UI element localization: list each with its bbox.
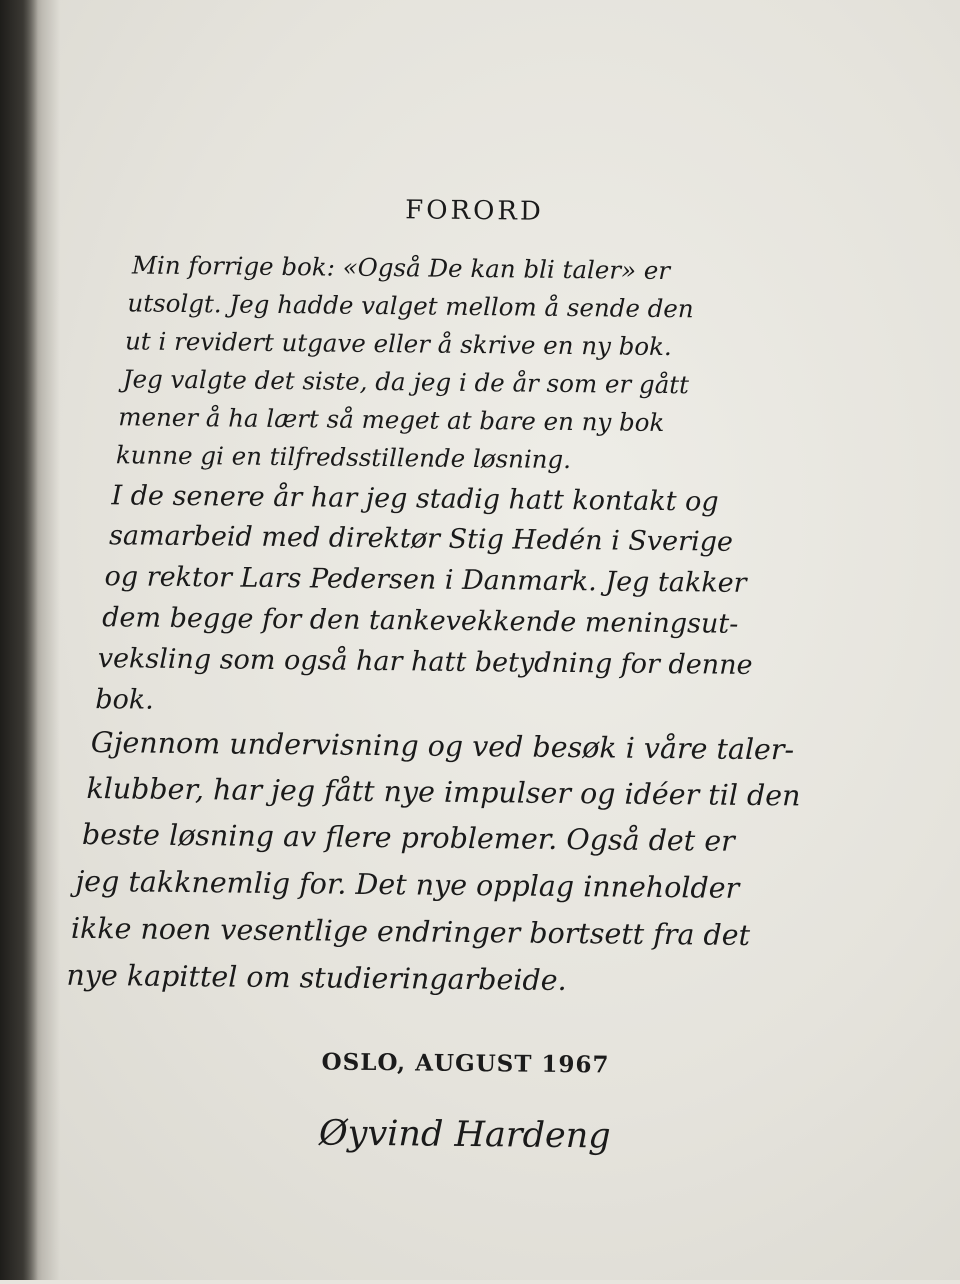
paragraph-line: og rektor Lars Pedersen i Danmark. Jeg takker	[104, 561, 747, 599]
paragraph-line: I de senere år har jeg stadig hatt kontakt og	[111, 480, 719, 518]
paragraph-line: mener å ha lært så meget at bare en ny bok	[118, 402, 665, 438]
paragraph-line: Gjennom undervisning og ved besøk i våre taler-	[90, 726, 795, 767]
paragraph-line: bok.	[95, 684, 154, 716]
paragraph-line: Min forrige bok: «Også De kan bli taler» er	[131, 250, 671, 286]
paragraph-line: dem begge for den tankevekkende meningsut-	[102, 602, 739, 640]
paragraph-line: beste løsning av flere problemer. Også det er	[81, 817, 735, 858]
paragraph-line: kunne gi en tilfredsstillende løsning.	[115, 440, 572, 475]
paragraph-line: ut i revidert utgave eller å skrive en ny bok.	[124, 326, 672, 362]
paragraph-line: veksling som også har hatt betydning for denne	[97, 643, 753, 681]
paragraph-line: jeg takknemlig for. Det nye opplag inneholder	[75, 864, 740, 905]
page-content	[63, 0, 876, 1284]
paragraph-line: utsolgt. Jeg hadde valget mellom å sende den	[127, 288, 694, 324]
paragraph-line: ikke noen vesentlige endringer bortsett fra det	[70, 911, 751, 952]
paragraph-line: nye kapittel om studieringarbeide.	[66, 958, 567, 998]
paragraph-line: samarbeid med direktør Stig Hedén i Sverige	[108, 520, 734, 558]
page-title: FORORD	[404, 195, 544, 227]
page-binding-edge	[0, 0, 38, 1280]
paragraph-line: Jeg valgte det siste, da jeg i de år som er gått	[122, 364, 690, 400]
paragraph-line: klubber, har jeg fått nye impulser og idéer til den	[86, 771, 801, 813]
author-signature: Øyvind Hardeng	[318, 1113, 611, 1157]
place-date: OSLO, AUGUST 1967	[321, 1048, 610, 1079]
